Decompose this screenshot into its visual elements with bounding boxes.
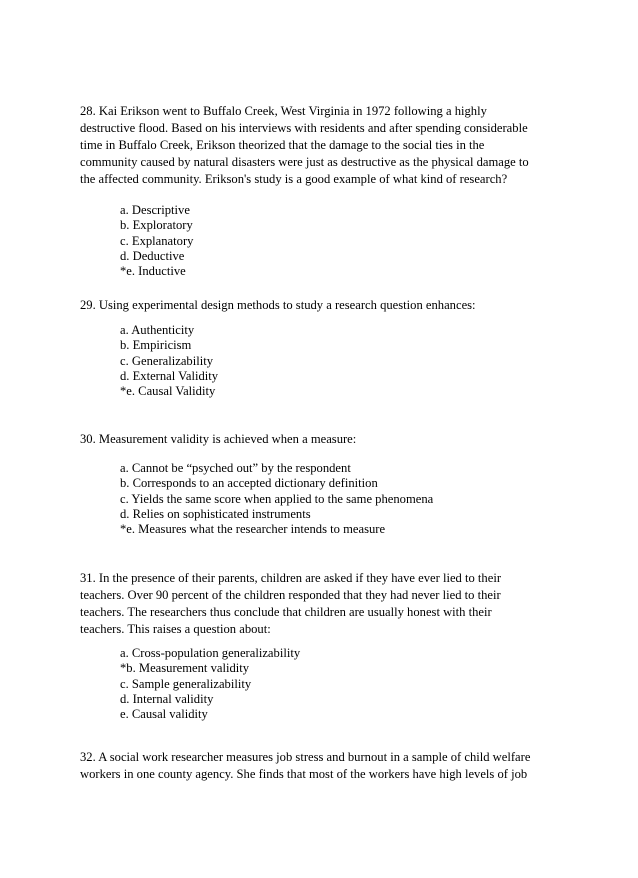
answer-option: c. Generalizability (120, 353, 214, 368)
question-28 (80, 103, 529, 279)
answer-option: *e. Causal Validity (120, 384, 216, 399)
answer-option: *e. Measures what the researcher intends to measure (120, 522, 386, 537)
answer-options (80, 646, 600, 722)
answer-option: *b. Measurement validity (120, 661, 250, 676)
question-32 (80, 749, 530, 783)
answer-option: e. Causal validity (120, 707, 208, 722)
question-30 (80, 431, 434, 537)
answer-option: d. Relies on sophisticated instruments (120, 506, 311, 521)
answer-option: b. Exploratory (120, 218, 193, 233)
question-31 (80, 570, 502, 722)
question-stem: 29. Using experimental design methods to study a research question enhances: (80, 298, 476, 312)
answer-options (80, 461, 600, 537)
question-stem: 32. A social work researcher measures job stress and burnout in a sample of child welfare workers in one county agency. She finds that most of the workers have high levels of job (80, 750, 531, 782)
question-29 (80, 297, 476, 399)
answer-options (80, 323, 600, 399)
answer-option: b. Corresponds to an accepted dictionary definition (120, 476, 378, 491)
answer-option: *e. Inductive (120, 264, 186, 279)
question-stem: 31. In the presence of their parents, children are asked if they have ever lied to their teachers. Over 90 percent of the children responded that they had never lied to their teachers. The researchers thus conclude that children are usually honest with their teachers. This raises a question about: (80, 571, 502, 637)
answer-option: b. Empiricism (120, 338, 192, 353)
answer-option: a. Cannot be “psyched out” by the respondent (120, 461, 351, 475)
answer-option: d. External Validity (120, 368, 219, 383)
answer-option: a. Authenticity (120, 323, 195, 337)
answer-option: d. Deductive (120, 248, 185, 263)
answer-option: c. Explanatory (120, 233, 194, 248)
answer-option: c. Yields the same score when applied to the same phenomena (120, 491, 434, 506)
answer-option: a. Cross-population generalizability (120, 646, 301, 660)
question-stem: 30. Measurement validity is achieved when a measure: (80, 432, 357, 446)
answer-option: a. Descriptive (120, 203, 190, 217)
answer-option: d. Internal validity (120, 691, 214, 706)
answer-options (80, 203, 600, 279)
question-stem: 28. Kai Erikson went to Buffalo Creek, West Virginia in 1972 following a highly destructive flood. Based on his interviews with residents and after spending considerable time in Buffalo Creek, Erikson theorized that the damage to the social ties in the community caused by natural disasters were just as destructive as the physical damage to the affected community. Erikson's study is a good example of what kind of research? (80, 104, 529, 187)
answer-option: c. Sample generalizability (120, 676, 252, 691)
